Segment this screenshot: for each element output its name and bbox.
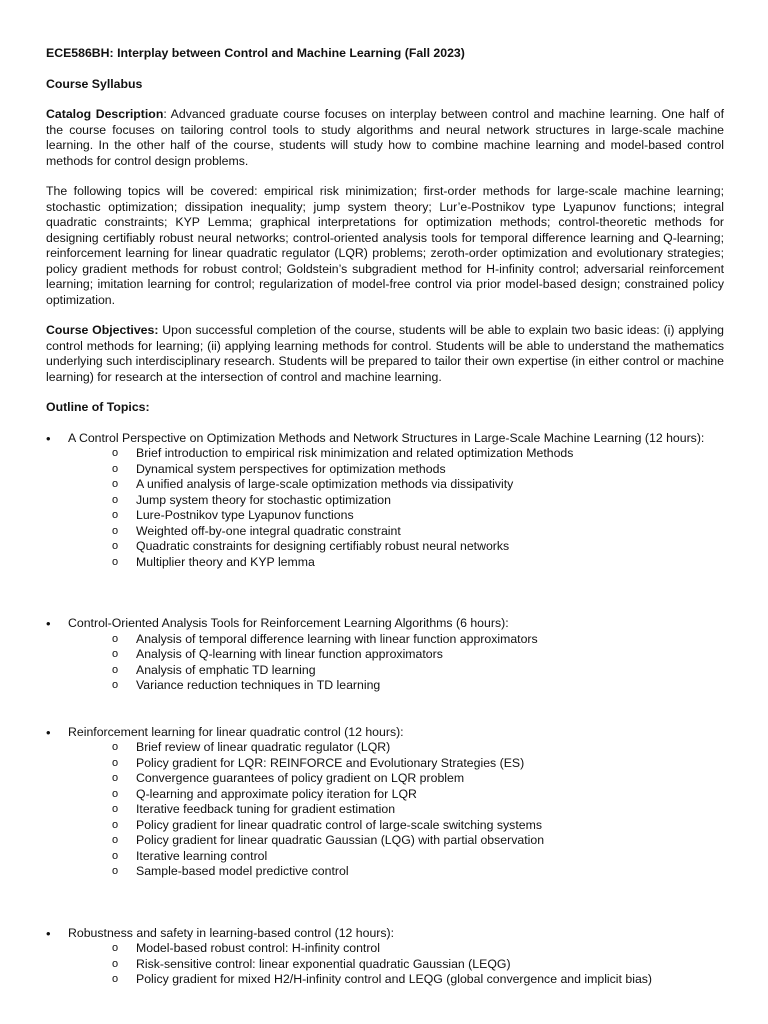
list-item (112, 771, 724, 787)
list-item (112, 957, 724, 973)
sub-bullet-icon: o (112, 462, 119, 475)
item-text: Jump system theory for stochastic optimization (136, 492, 391, 507)
sub-bullet-icon: o (112, 663, 119, 676)
list-item (112, 787, 724, 803)
section-items (46, 632, 724, 694)
item-text: Analysis of temporal difference learning with linear function approximators (136, 631, 538, 646)
outline-section (46, 926, 724, 988)
item-text: Iterative feedback tuning for gradient estimation (136, 802, 396, 816)
list-item (112, 802, 724, 818)
list-item (112, 555, 724, 571)
list-item (112, 864, 724, 880)
sub-bullet-icon: o (112, 509, 119, 521)
section-bullet (46, 431, 724, 447)
section-items (46, 740, 724, 880)
course-objectives (46, 323, 724, 385)
list-item (112, 493, 724, 509)
sub-bullet-icon: o (112, 957, 119, 970)
bullet-icon: • (46, 616, 51, 631)
item-text: Policy gradient for LQR: REINFORCE and Evolutionary Strategies (ES) (136, 755, 525, 770)
sub-bullet-icon: o (112, 741, 119, 753)
list-item (112, 663, 724, 679)
outline-heading: Outline of Topics: (46, 400, 150, 414)
section-items (46, 941, 724, 988)
item-text: Analysis of Q-learning with linear function approximators (136, 647, 443, 661)
bullet-icon: • (46, 724, 51, 740)
syllabus-heading: Course Syllabus (46, 76, 143, 91)
sub-bullet-icon: o (112, 772, 119, 784)
list-item (112, 508, 724, 524)
sub-bullet-icon: o (112, 756, 119, 769)
item-text: Sample-based model predictive control (136, 864, 349, 878)
list-item (112, 972, 724, 988)
item-text: Policy gradient for mixed H2/H-infinity control and LEQG (global convergence and implicit bias) (136, 972, 653, 986)
section-title: Robustness and safety in learning-based control (12 hours): (68, 925, 395, 940)
list-item (112, 632, 724, 648)
item-text: Iterative learning control (136, 848, 268, 863)
item-text: Convergence guarantees of policy gradient on LQR problem (136, 771, 465, 785)
list-item (112, 477, 724, 493)
item-text: Q-learning and approximate policy iteration for LQR (136, 786, 417, 801)
sub-bullet-icon: o (112, 942, 119, 954)
catalog-description (46, 107, 724, 169)
list-item (112, 524, 724, 540)
section-bullet (46, 926, 724, 942)
list-item (112, 849, 724, 865)
topics-paragraph: The following topics will be covered: empirical risk minimization; first-order methods for large-scale machine learning; stochastic optimization; dissipation inequality; jump system theory; Lur’e-Postnikov type Lyapunov functions; integral quadratic constraints; KYP Lemma; graphical interpretations for optimization methods; control-theoretic methods for designing certifiably robust neural networks; control-oriented analysis tools for temporal difference learning and Q-learning; reinforcement learning for linear quadratic regulator (LQR) problems; zeroth-order optimization and evolutionary strategies; policy gradient methods for robust control; Goldstein’s subgradient method for H-infinity control; adversarial reinforcement learning; imitation learning for control; regularization of model-free control via prior model-based design; constrained policy optimization. (46, 184, 724, 307)
outline-section (46, 725, 724, 880)
sub-bullet-icon: o (112, 648, 119, 660)
item-text: Lure-Postnikov type Lyapunov functions (136, 508, 354, 522)
sub-bullet-icon: o (112, 493, 119, 506)
section-items (46, 446, 724, 570)
bullet-icon: • (46, 925, 51, 941)
item-text: Variance reduction techniques in TD learning (136, 678, 381, 692)
section-title: A Control Perspective on Optimization Methods and Network Structures in Large-Scale Machine Learning (12 hours): (68, 430, 705, 445)
sub-bullet-icon: o (112, 818, 119, 831)
list-item (112, 833, 724, 849)
sub-bullet-icon: o (112, 478, 119, 490)
course-title: ECE586BH: Interplay between Control and Machine Learning (Fall 2023) (46, 46, 465, 60)
bullet-icon: • (46, 430, 51, 446)
sub-bullet-icon: o (112, 447, 119, 459)
sub-bullet-icon: o (112, 679, 119, 691)
item-text: Analysis of emphatic TD learning (136, 662, 316, 677)
sub-bullet-icon: o (112, 803, 119, 815)
sub-bullet-icon: o (112, 973, 119, 985)
list-item (112, 740, 724, 756)
list-item (112, 818, 724, 834)
item-text: Quadratic constraints for designing certifiably robust neural networks (136, 539, 510, 553)
list-item (112, 462, 724, 478)
item-text: Multiplier theory and KYP lemma (136, 554, 315, 569)
list-item (112, 678, 724, 694)
catalog-text: : Advanced graduate course focuses on interplay between control and machine learning. One half of the course focuses on tailoring control tools to study algorithms and neural network structures in large-scale machine learning. In the other half of the course, students will study how to combine machine learning and model-based control methods for control design problems. (46, 107, 724, 168)
item-text: Policy gradient for linear quadratic Gaussian (LQG) with partial observation (136, 833, 545, 847)
outline-section (46, 616, 724, 694)
item-text: Brief review of linear quadratic regulator (LQR) (136, 740, 391, 754)
sub-bullet-icon: o (112, 787, 119, 800)
sub-bullet-icon: o (112, 540, 119, 552)
item-text: Dynamical system perspectives for optimization methods (136, 461, 446, 476)
item-text: Brief introduction to empirical risk minimization and related optimization Methods (136, 446, 574, 460)
objectives-text: Upon successful completion of the course, students will be able to explain two basic ideas: (i) applying control methods for learning; (ii) applying learning methods for control. Students will be able to understand the mathematics underlying such interdisciplinary research. Students will be prepared to tailor their own expertise (in either control or machine learning) for research at the intersection of control and machine learning. (46, 323, 725, 384)
catalog-label: Catalog Description (46, 107, 164, 121)
section-bullet (46, 725, 724, 741)
objectives-label: Course Objectives: (46, 323, 159, 337)
list-item (112, 756, 724, 772)
list-item (112, 941, 724, 957)
list-item (112, 539, 724, 555)
list-item (112, 647, 724, 663)
section-title: Control-Oriented Analysis Tools for Reinforcement Learning Algorithms (6 hours): (68, 616, 509, 630)
list-item (112, 446, 724, 462)
sub-bullet-icon: o (112, 834, 119, 846)
outline-sections (46, 431, 724, 988)
syllabus-document (46, 46, 724, 988)
item-text: Weighted off-by-one integral quadratic constraint (136, 523, 401, 538)
outline-section (46, 431, 724, 571)
item-text: Policy gradient for linear quadratic control of large-scale switching systems (136, 817, 542, 832)
section-title: Reinforcement learning for linear quadratic control (12 hours): (68, 724, 404, 739)
item-text: Risk-sensitive control: linear exponential quadratic Gaussian (LEQG) (136, 956, 511, 971)
item-text: Model-based robust control: H-infinity control (136, 941, 380, 955)
sub-bullet-icon: o (112, 555, 119, 568)
sub-bullet-icon: o (112, 849, 119, 862)
section-bullet (46, 616, 724, 632)
sub-bullet-icon: o (112, 632, 119, 645)
sub-bullet-icon: o (112, 865, 119, 877)
item-text: A unified analysis of large-scale optimization methods via dissipativity (136, 477, 514, 491)
sub-bullet-icon: o (112, 524, 119, 537)
